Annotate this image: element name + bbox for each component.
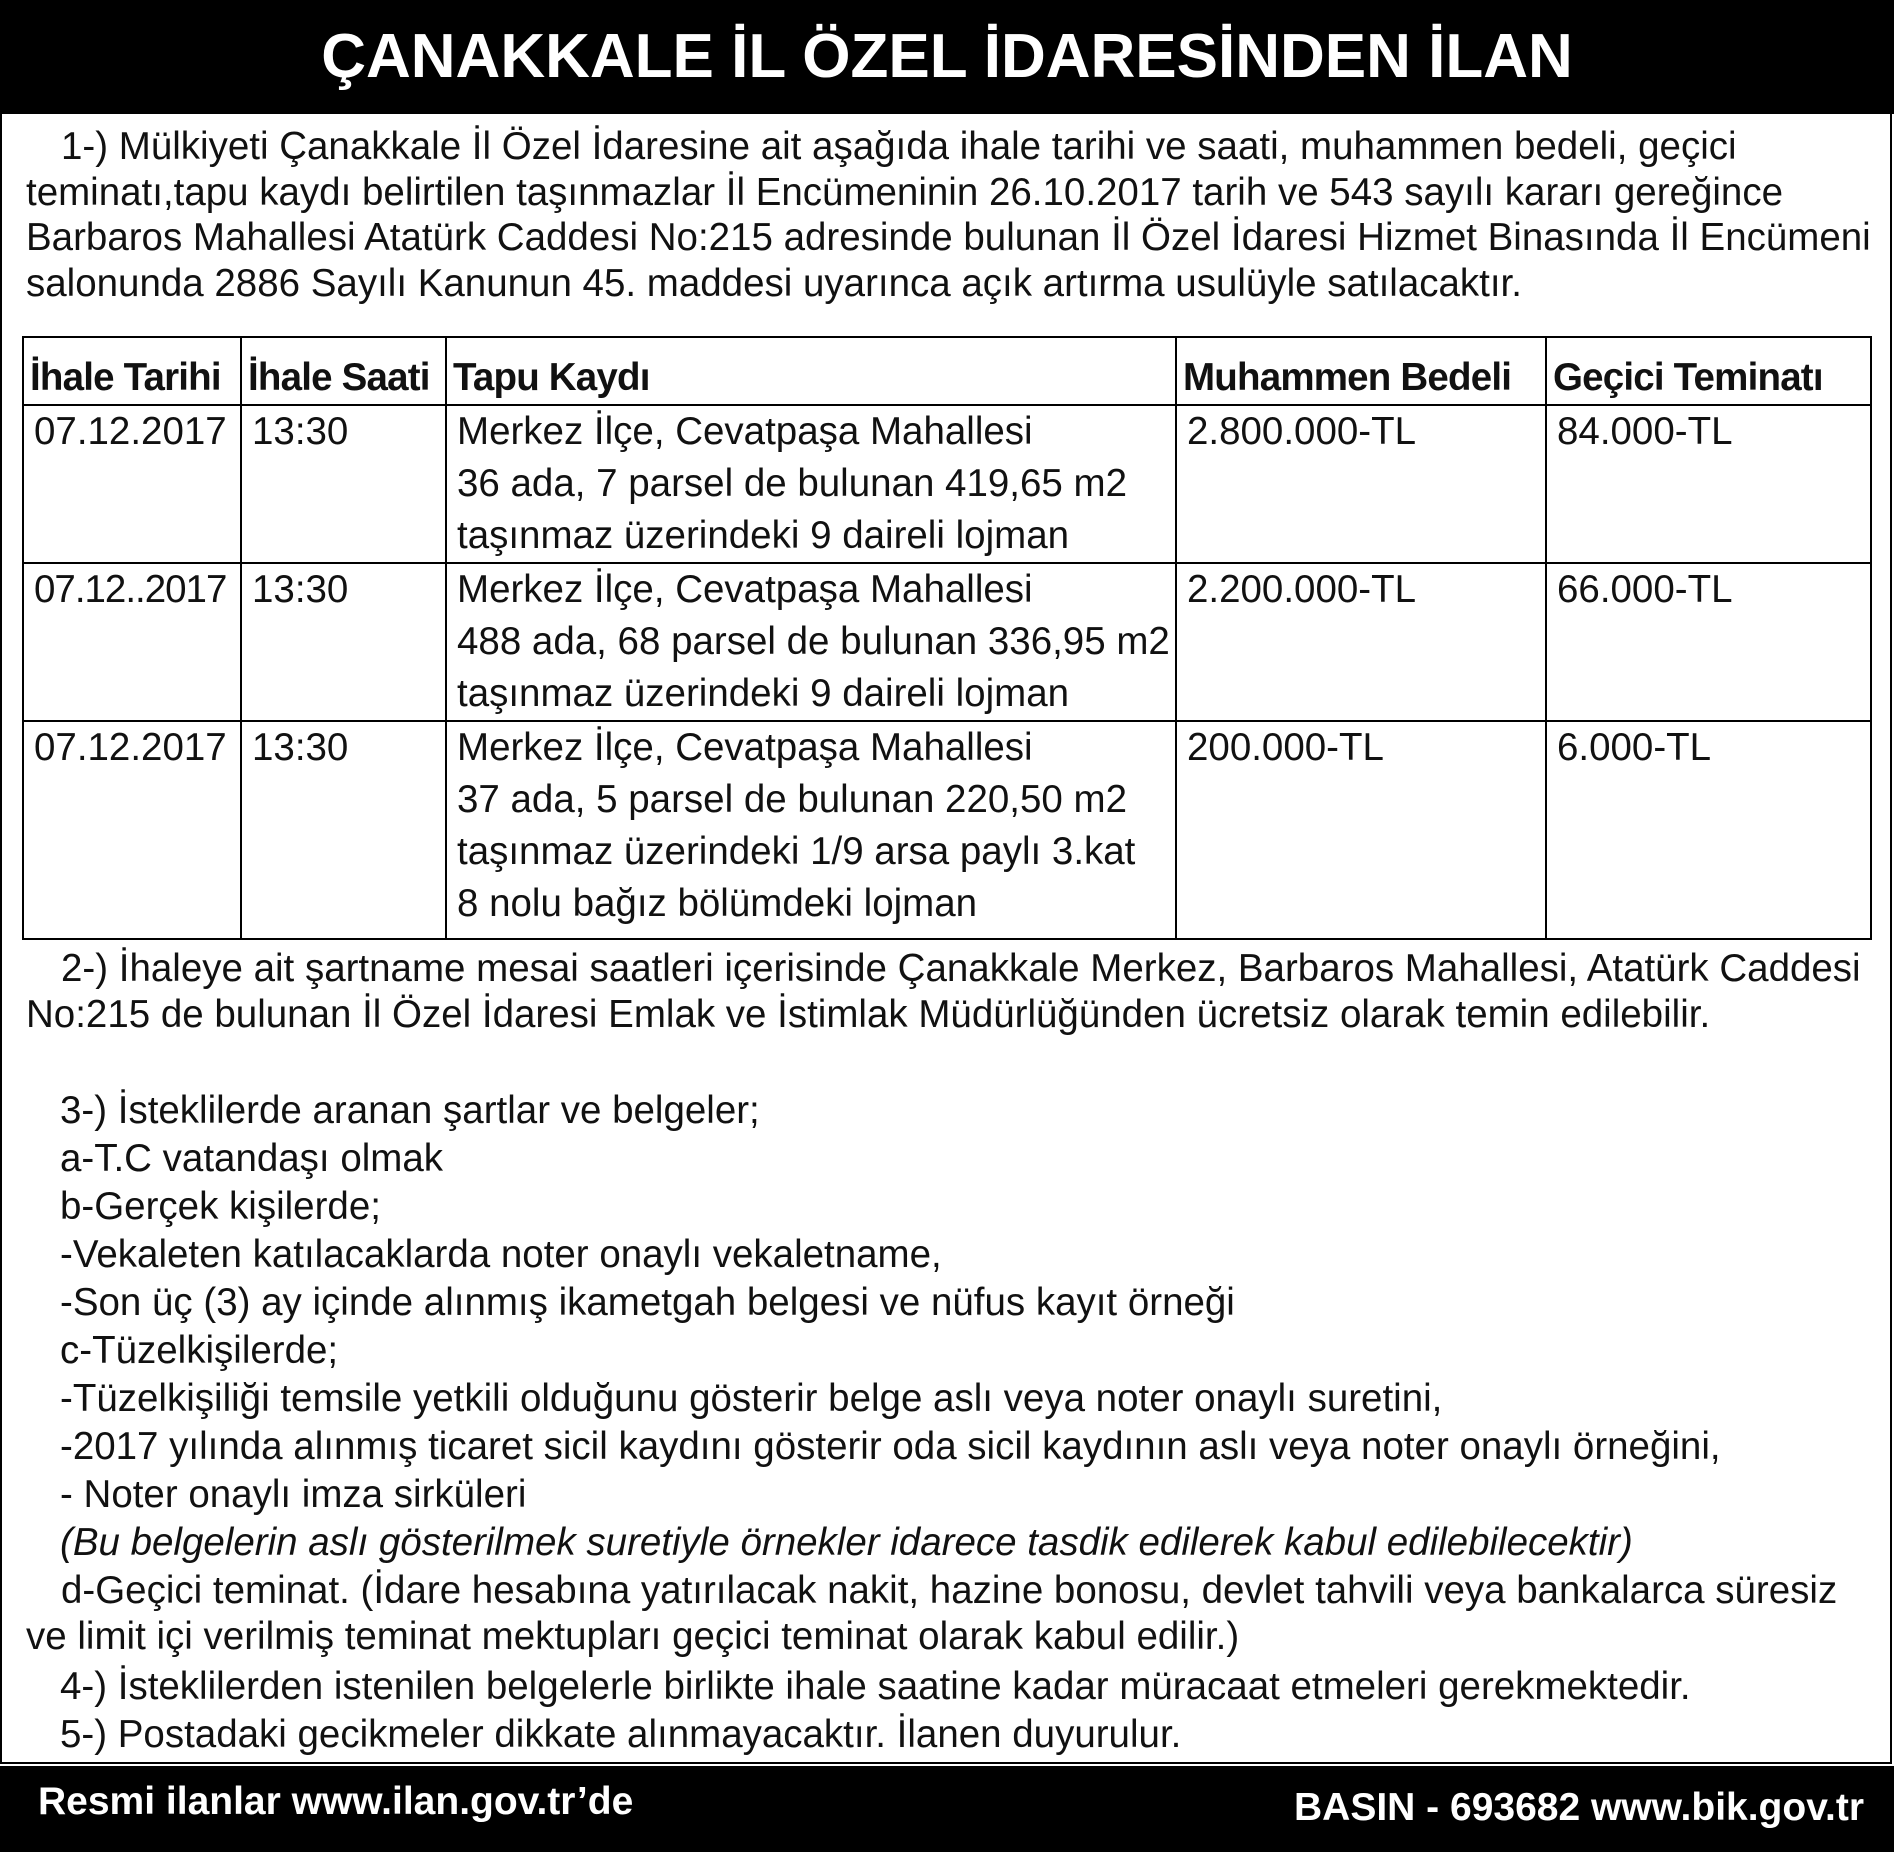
price-cell: 2.800.000-TL: [1176, 405, 1546, 563]
tapu-line: Merkez İlçe, Cevatpaşa Mahallesi: [457, 568, 1033, 611]
tapu-line: Merkez İlçe, Cevatpaşa Mahallesi: [457, 726, 1033, 769]
table-row: [23, 563, 1871, 721]
auction-table: [22, 336, 1872, 940]
notice-body: [0, 114, 1892, 1764]
table-header-row: [23, 337, 1871, 405]
table-row: [23, 405, 1871, 563]
paragraph-4: 4-) İsteklilerden istenilen belgelerle birlikte ihale saatine kadar müracaat etmeleri gerekmektedir.: [60, 1665, 1691, 1708]
deposit-cell: 84.000-TL: [1546, 405, 1871, 563]
footer-bar: [0, 1766, 1894, 1852]
tapu-line: 8 nolu bağız bölümdeki lojman: [457, 882, 978, 925]
requirement-item: -2017 yılında alınmış ticaret sicil kaydını gösterir oda sicil kaydının aslı veya noter onaylı örneğini,: [60, 1425, 1721, 1468]
time-cell: 13:30: [241, 721, 446, 939]
tapu-line: 37 ada, 5 parsel de bulunan 220,50 m2: [457, 778, 1127, 821]
requirements-heading: 3-) İsteklilerde aranan şartlar ve belgeler;: [60, 1089, 760, 1132]
requirement-item: a-T.C vatandaşı olmak: [60, 1137, 444, 1180]
price-cell: 2.200.000-TL: [1176, 563, 1546, 721]
deposit-cell: 6.000-TL: [1546, 721, 1871, 939]
column-header: Tapu Kaydı: [446, 337, 1176, 405]
column-header: Geçici Teminatı: [1546, 337, 1871, 405]
requirement-item: - Noter onaylı imza sirküleri: [60, 1473, 527, 1516]
time-cell: 13:30: [241, 405, 446, 563]
requirement-note: (Bu belgelerin aslı gösterilmek suretiyle örnekler idarece tasdik edilerek kabul edilebilecektir): [60, 1521, 1633, 1564]
column-header: İhale Saati: [241, 337, 446, 405]
requirement-item: c-Tüzelkişilerde;: [60, 1329, 339, 1372]
tapu-cell: [446, 721, 1176, 939]
paragraph-2: 2-) İhaleye ait şartname mesai saatleri içerisinde Çanakkale Merkez, Barbaros Mahallesi, Atatürk Caddesi No:215 de bulunan İl Özel İdaresi Emlak ve İstimlak Müdürlüğünden ücretsiz olarak temin edilebilir.: [26, 947, 1861, 1036]
tapu-line: Merkez İlçe, Cevatpaşa Mahallesi: [457, 410, 1033, 453]
paragraph-5: 5-) Postadaki gecikmeler dikkate alınmayacaktır. İlanen duyurulur.: [60, 1713, 1182, 1756]
column-header: İhale Tarihi: [23, 337, 241, 405]
column-header: Muhammen Bedeli: [1176, 337, 1546, 405]
price-cell: 200.000-TL: [1176, 721, 1546, 939]
tapu-line: taşınmaz üzerindeki 9 daireli lojman: [457, 672, 1070, 715]
notice-title: ÇANAKKALE İL ÖZEL İDARESİNDEN İLAN: [0, 0, 1894, 114]
table-row: [23, 721, 1871, 939]
date-cell: 07.12.2017: [23, 405, 241, 563]
date-cell: 07.12.2017: [23, 721, 241, 939]
tapu-cell: [446, 405, 1176, 563]
requirement-item: -Tüzelkişiliği temsile yetkili olduğunu gösterir belge aslı veya noter onaylı suretini,: [60, 1377, 1443, 1420]
requirement-item: b-Gerçek kişilerde;: [60, 1185, 381, 1228]
intro-paragraph: 1-) Mülkiyeti Çanakkale İl Özel İdaresine ait aşağıda ihale tarihi ve saati, muhammen bedeli, geçici teminatı,tapu kaydı belirtilen taşınmazlar İl Encümeninin 26.10.2017 tarih ve 543 sayılı kararı gereğince Barbaros Mahallesi Atatürk Caddesi No:215 adresinde bulunan İl Özel İdaresi Hizmet Binasında İl Encümeni salonunda 2886 Sayılı Kanunun 45. maddesi uyarınca açık artırma usulüyle satılacaktır.: [26, 125, 1871, 305]
requirement-item: -Vekaleten katılacaklarda noter onaylı vekaletname,: [60, 1233, 942, 1276]
date-cell: 07.12..2017: [23, 563, 241, 721]
tapu-line: taşınmaz üzerindeki 9 daireli lojman: [457, 514, 1070, 557]
requirement-item: -Son üç (3) ay içinde alınmış ikametgah belgesi ve nüfus kayıt örneği: [60, 1281, 1235, 1324]
tapu-line: taşınmaz üzerindeki 1/9 arsa paylı 3.kat: [457, 830, 1136, 873]
tapu-cell: [446, 563, 1176, 721]
tapu-line: 36 ada, 7 parsel de bulunan 419,65 m2: [457, 462, 1127, 505]
footer-basin-code: BASIN - 693682 www.bik.gov.tr: [1294, 1786, 1864, 1829]
tapu-line: 488 ada, 68 parsel de bulunan 336,95 m2: [457, 620, 1170, 663]
time-cell: 13:30: [241, 563, 446, 721]
footer-ilan-link: Resmi ilanlar www.ilan.gov.tr’de: [38, 1780, 634, 1823]
paragraph-d: d-Geçici teminat. (İdare hesabına yatırılacak nakit, hazine bonosu, devlet tahvili veya bankalarca süresiz ve limit içi verilmiş teminat mektupları geçici teminat olarak kabul edilir.): [26, 1569, 1838, 1658]
deposit-cell: 66.000-TL: [1546, 563, 1871, 721]
